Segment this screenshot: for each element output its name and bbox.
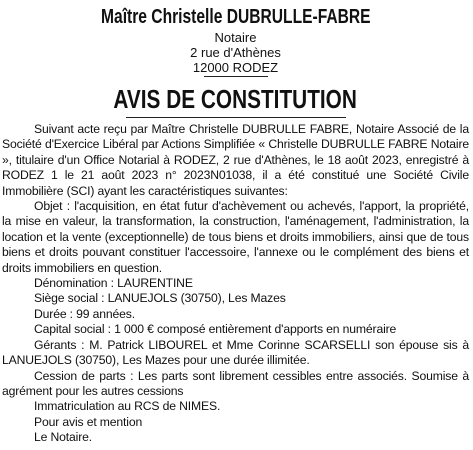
legal-notice bbox=[0, 6, 473, 450]
notice-title bbox=[2, 85, 469, 117]
denomination-line: Dénomination : LAURENTINE bbox=[34, 276, 193, 291]
immatriculation-line: Immatriculation au RCS de NIMES. bbox=[34, 399, 221, 414]
header-divider bbox=[204, 76, 268, 77]
duree-line: Durée : 99 années. bbox=[34, 306, 135, 321]
notary-street: 2 rue d'Athènes bbox=[190, 45, 281, 60]
notice-title-text: AVIS DE CONSTITUTION bbox=[113, 84, 358, 114]
notary-name-text: Maître Christelle DUBRULLE-FABRE bbox=[100, 6, 371, 28]
objet-paragraph: Objet : l'acquisition, en état futur d'achèvement ou achevés, l'apport, la propriété, la mise en valeur, la transformation, la construction, l'aménagement, l'administration, la location et la vente (exceptionnelle) de tous biens et droits immobiliers, ainsi que de tous biens et droits pouvant constituer l'accessoire, l'annexe ou le complément des biens et droits immobiliers en question. bbox=[2, 199, 469, 275]
signature-line: Le Notaire. bbox=[34, 430, 92, 445]
title-divider bbox=[126, 117, 346, 118]
cession-paragraph: Cession de parts : Les parts sont librement cessibles entre associés. Soumise à agrément pour les autres cessions bbox=[2, 368, 469, 398]
gerants-paragraph: Gérants : M. Patrick LIBOUREL et Mme Corinne SCARSELLI son épouse sis à LANUEJOLS (30750), Les Mazes pour une durée illimitée. bbox=[2, 337, 469, 368]
notary-name bbox=[2, 6, 469, 30]
capital-line: Capital social : 1 000 € composé entièrement d'apports en numéraire bbox=[34, 322, 397, 337]
siege-line: Siège social : LANUEJOLS (30750), Les Mazes bbox=[34, 291, 286, 306]
mention-line: Pour avis et mention bbox=[34, 414, 143, 429]
notary-role: Notaire bbox=[214, 30, 257, 45]
notice-body bbox=[2, 122, 469, 446]
intro-paragraph: Suivant acte reçu par Maître Christelle DUBRULLE FABRE, Notaire Associé de la Société d'Exercice Libéral par Actions Simplifiée « Christelle DUBRULLE FABRE Notaire », titulaire d'un Office Notarial à RODEZ, 2 rue d'Athènes, le 18 août 2023, enregistré à RODEZ 1 le 21 août 2023 n° 2023N01038, il a été constitué une Société Civile Immobilière (SCI) ayant les caractéristiques suivantes: bbox=[2, 122, 469, 198]
notary-city: 12000 RODEZ bbox=[192, 60, 279, 75]
